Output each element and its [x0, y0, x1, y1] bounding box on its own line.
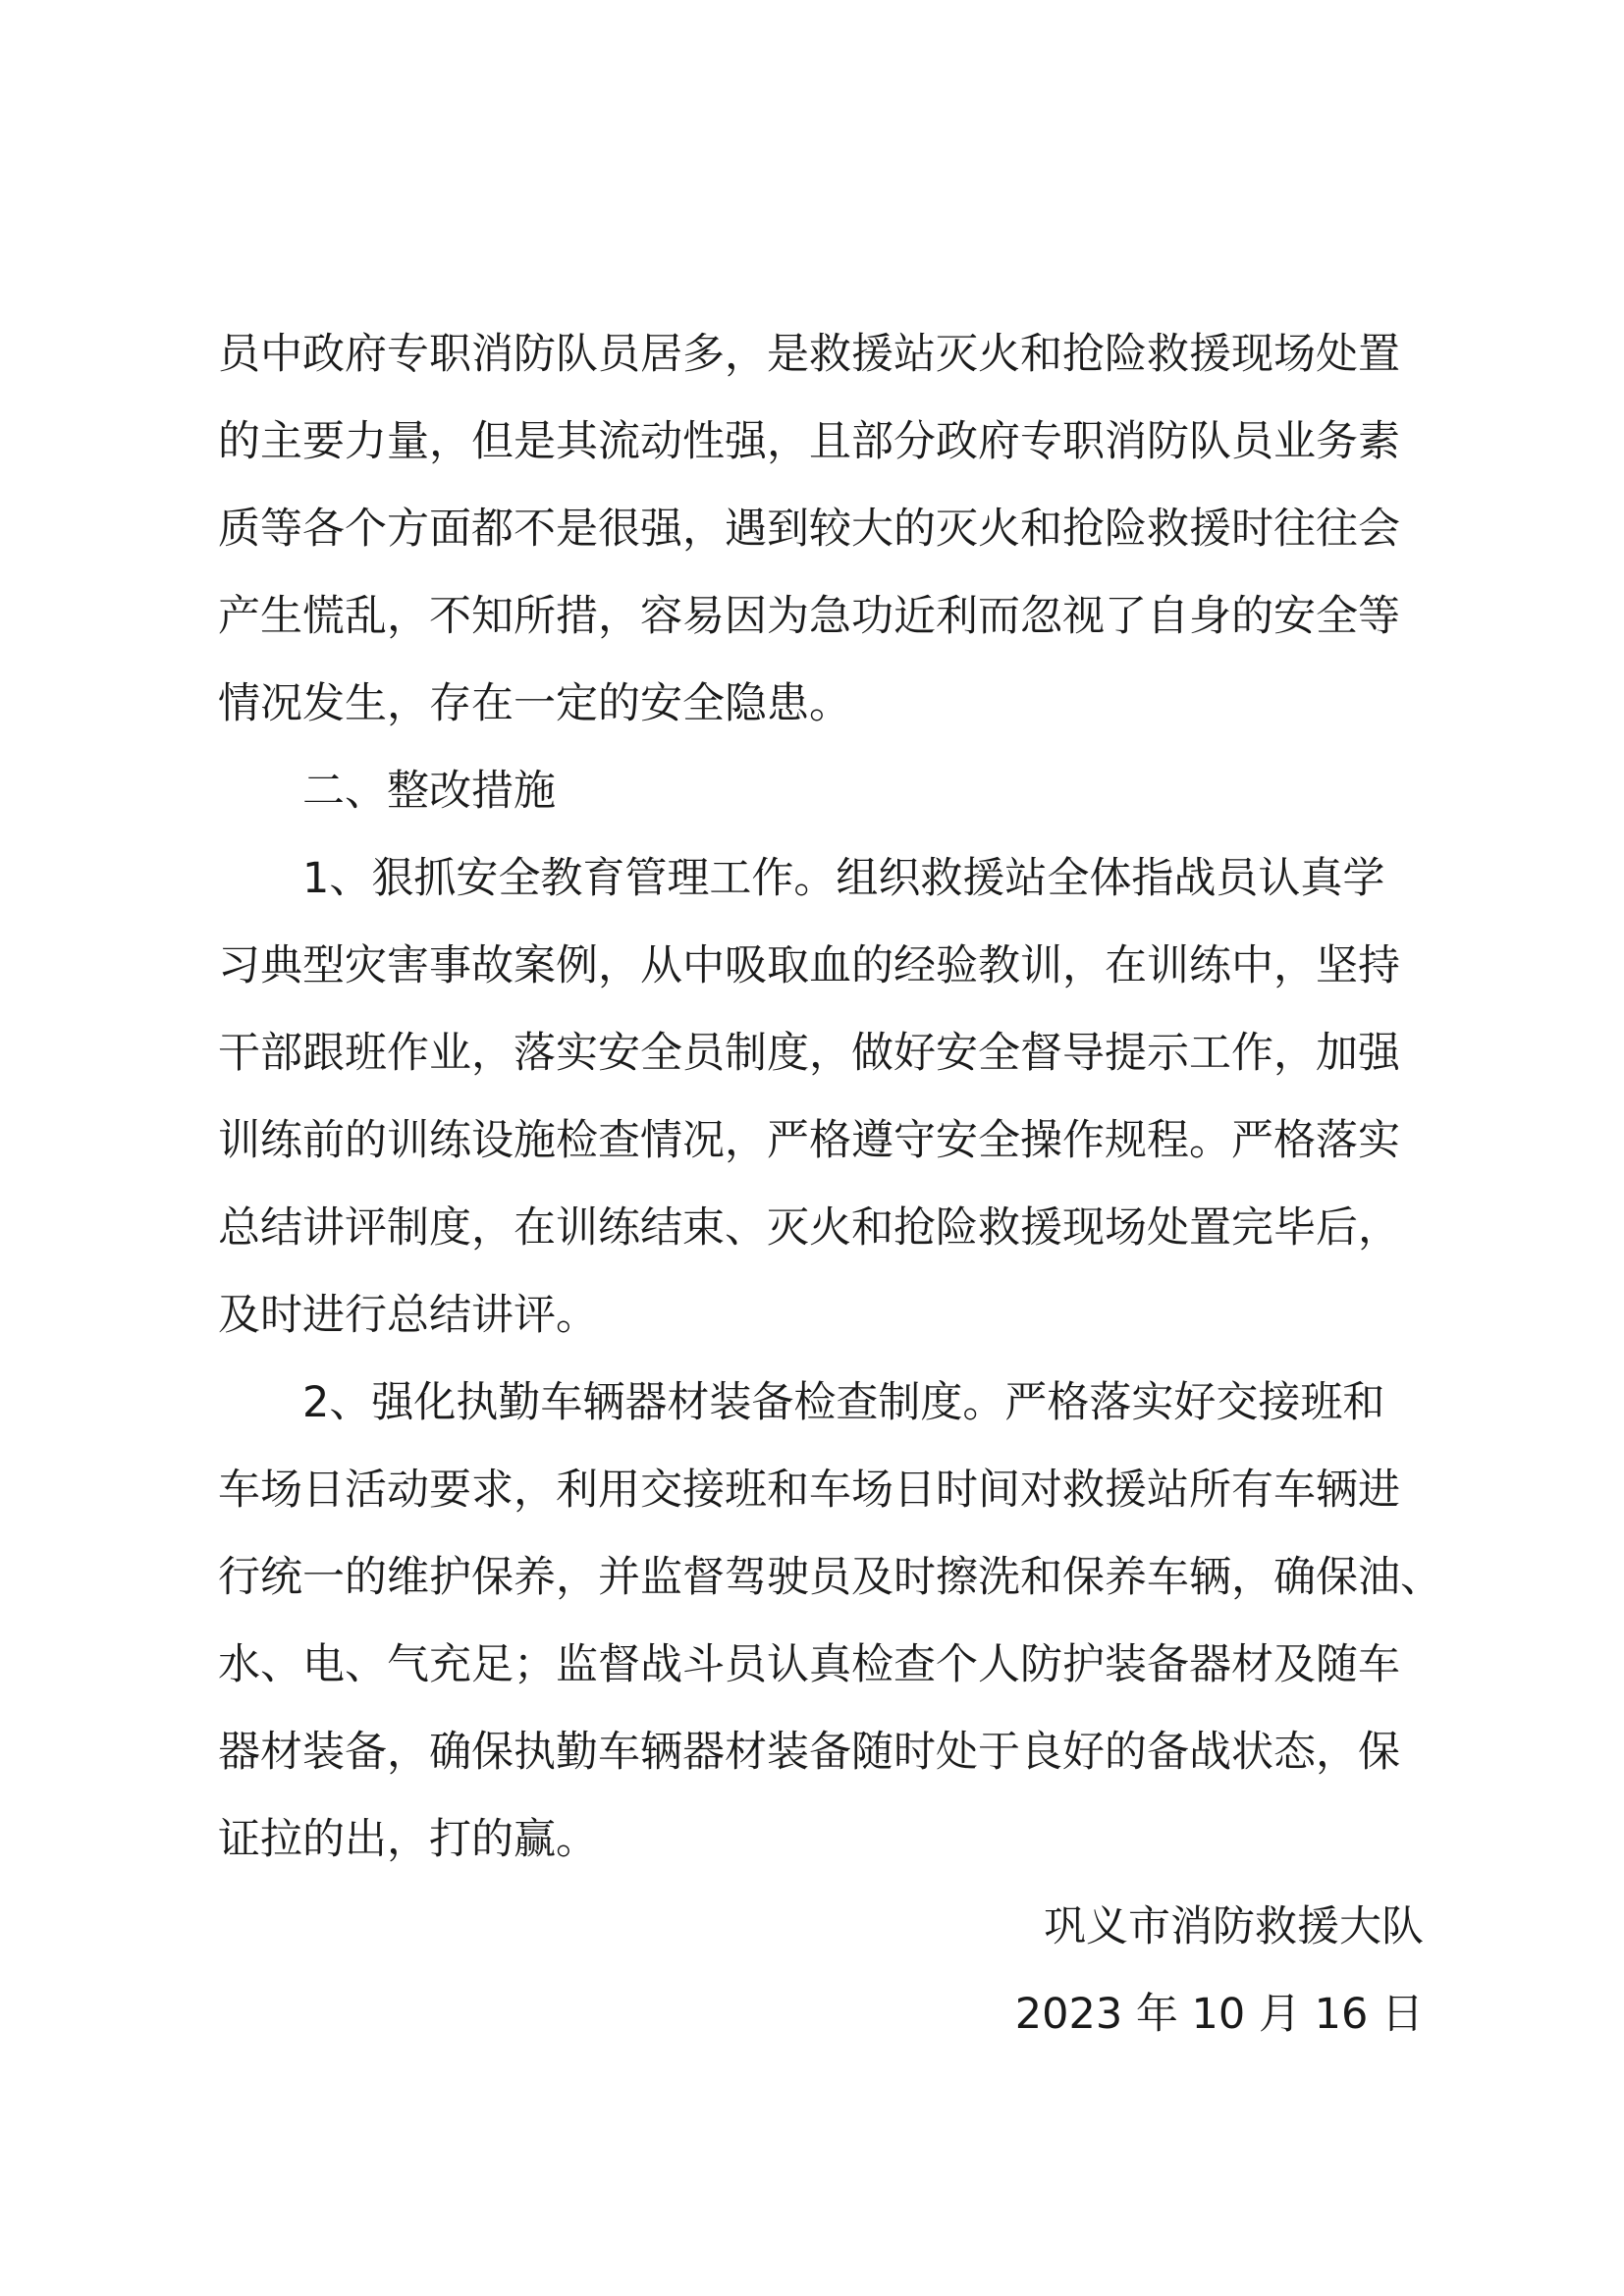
body-line: 证拉的出，打的赢。 — [218, 1815, 598, 1864]
body-line: 及时进行总结讲评。 — [218, 1291, 598, 1340]
document-body — [218, 311, 1442, 2058]
signature-organization: 巩义市消防救援大队 — [1044, 1902, 1424, 1951]
body-line: 情况发生，存在一定的安全隐患。 — [218, 679, 851, 728]
body-line: 水、电、气充足；监督战斗员认真检查个人防护装备器材及随车 — [218, 1640, 1400, 1689]
body-line: 1、狠抓安全教育管理工作。组织救援站全体指战员认真学 — [302, 854, 1385, 903]
body-line: 习典型灾害事故案例，从中吸取血的经验教训，在训练中，坚持 — [218, 941, 1400, 990]
body-line: 2、强化执勤车辆器材装备检查制度。严格落实好交接班和 — [302, 1378, 1385, 1427]
body-line: 器材装备，确保执勤车辆器材装备随时处于良好的备战状态，保 — [218, 1728, 1400, 1777]
body-line: 训练前的训练设施检查情况，严格遵守安全操作规程。严格落实 — [218, 1116, 1400, 1165]
body-line: 的主要力量，但是其流动性强，且部分政府专职消防队员业务素 — [218, 417, 1400, 466]
body-line: 质等各个方面都不是很强，遇到较大的灭火和抢险救援时往往会 — [218, 505, 1400, 554]
body-line: 行统一的维护保养，并监督驾驶员及时擦洗和保养车辆，确保油、 — [218, 1553, 1442, 1602]
body-line: 员中政府专职消防队员居多，是救援站灭火和抢险救援现场处置 — [218, 330, 1400, 379]
body-line: 干部跟班作业，落实安全员制度，做好安全督导提示工作，加强 — [218, 1029, 1400, 1078]
body-line: 产生慌乱，不知所措，容易因为急功近利而忽视了自身的安全等 — [218, 592, 1400, 641]
signature-date: 2023 年 10 月 16 日 — [1014, 1990, 1424, 2039]
body-line: 总结讲评制度，在训练结束、灭火和抢险救援现场处置完毕后， — [218, 1203, 1400, 1253]
body-line: 车场日活动要求，利用交接班和车场日时间对救援站所有车辆进 — [218, 1466, 1400, 1515]
section-heading: 二、整改措施 — [302, 767, 556, 816]
